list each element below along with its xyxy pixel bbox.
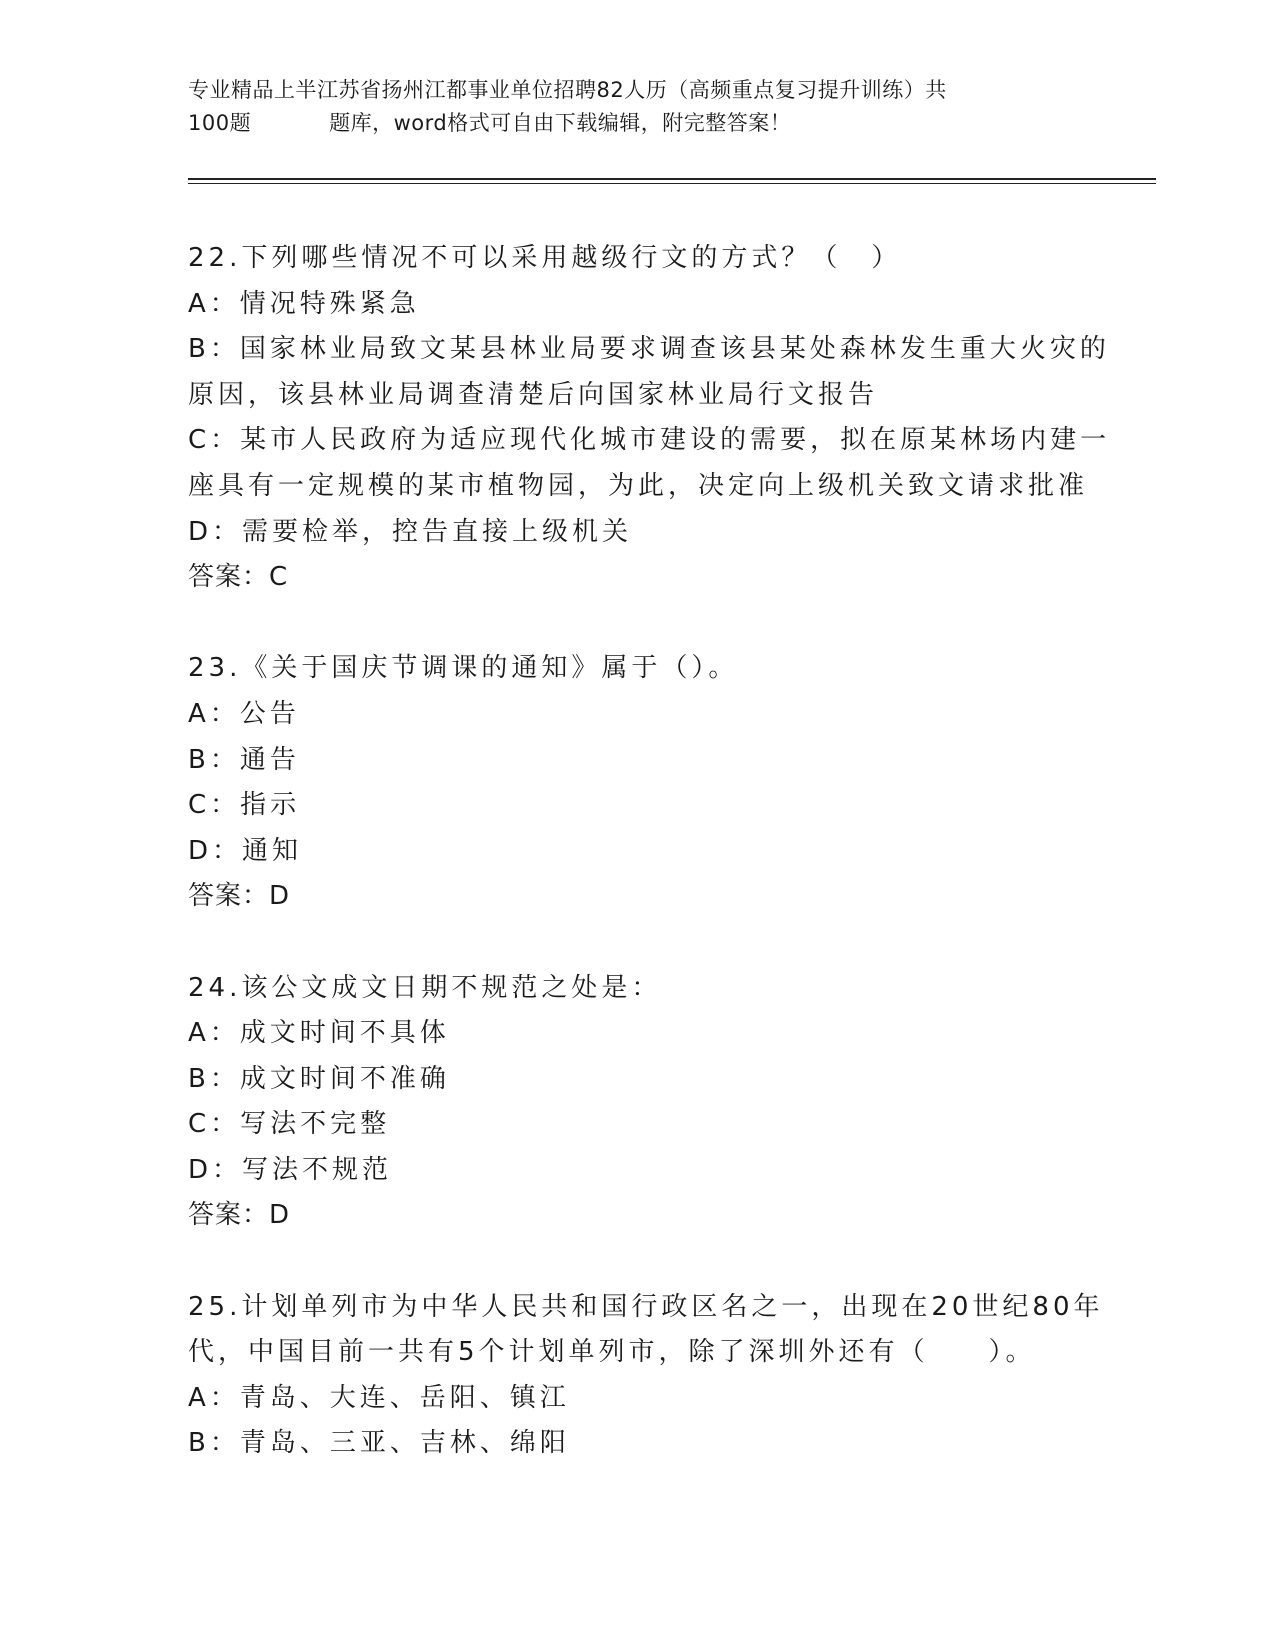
question-stem: 代，中国目前一共有5个计划单列市，除了深圳外还有（ ）。	[188, 1337, 1036, 1368]
answer-key: 答案：C	[188, 562, 289, 593]
header-title-line-1: 专业精品上半江苏省扬州江都事业单位招聘82人历（高频重点复习提升训练）共	[188, 78, 947, 102]
header-title-line-2	[188, 107, 1088, 140]
document-header	[188, 74, 1088, 140]
question-block	[188, 236, 1111, 601]
answer-option: 原因，该县林业局调查清楚后向国家林业局行文报告	[188, 379, 879, 410]
question-stem: 22.下列哪些情况不可以采用越级行文的方式？（ ）	[188, 243, 902, 273]
answer-option: A：青岛、大连、岳阳、镇江	[188, 1382, 570, 1413]
question-block	[188, 646, 1088, 920]
answer-option: B：国家林业局致文某县林业局要求调查该县某处森林发生重大火灾的	[188, 334, 1110, 365]
answer-option: A：公告	[188, 698, 300, 729]
answer-key: 答案：D	[188, 1200, 291, 1231]
question-stem: 23.《关于国庆节调课的通知》属于（）。	[188, 653, 739, 684]
answer-option: B：通告	[188, 744, 300, 775]
question-spacer	[188, 601, 1088, 647]
header-rule-thin	[188, 183, 1156, 184]
answer-option: B：青岛、三亚、吉林、绵阳	[188, 1428, 570, 1459]
answer-option: C：指示	[188, 790, 301, 821]
question-list	[188, 236, 1111, 1467]
answer-option: D：需要检举，控告直接上级机关	[188, 516, 633, 547]
question-block	[188, 966, 1088, 1240]
answer-option: B：成文时间不准确	[188, 1063, 450, 1094]
answer-option: C：写法不完整	[188, 1109, 391, 1140]
question-stem: 25.计划单列市为中华人民共和国行政区名之一，出现在20世纪80年	[188, 1291, 1104, 1322]
question-spacer	[188, 920, 1088, 966]
question-stem: 24.该公文成文日期不规范之处是：	[188, 972, 662, 1003]
answer-option: 座具有一定规模的某市植物园，为此，决定向上级机关致文请求批准	[188, 470, 1089, 501]
answer-option: D：通知	[188, 835, 303, 866]
header-question-count: 100题	[188, 111, 252, 135]
header-subtitle: 题库，word格式可自由下载编辑，附完整答案！	[329, 111, 792, 135]
header-rule-thick	[188, 178, 1156, 180]
answer-option: A：成文时间不具体	[188, 1018, 450, 1049]
question-spacer	[188, 1239, 1088, 1285]
answer-option: A：情况特殊紧急	[188, 288, 420, 319]
answer-key: 答案：D	[188, 881, 291, 912]
question-block	[188, 1285, 1104, 1467]
answer-option: D：写法不规范	[188, 1154, 393, 1185]
answer-option: C：某市人民政府为适应现代化城市建设的需要，拟在原某林场内建一	[188, 425, 1111, 456]
